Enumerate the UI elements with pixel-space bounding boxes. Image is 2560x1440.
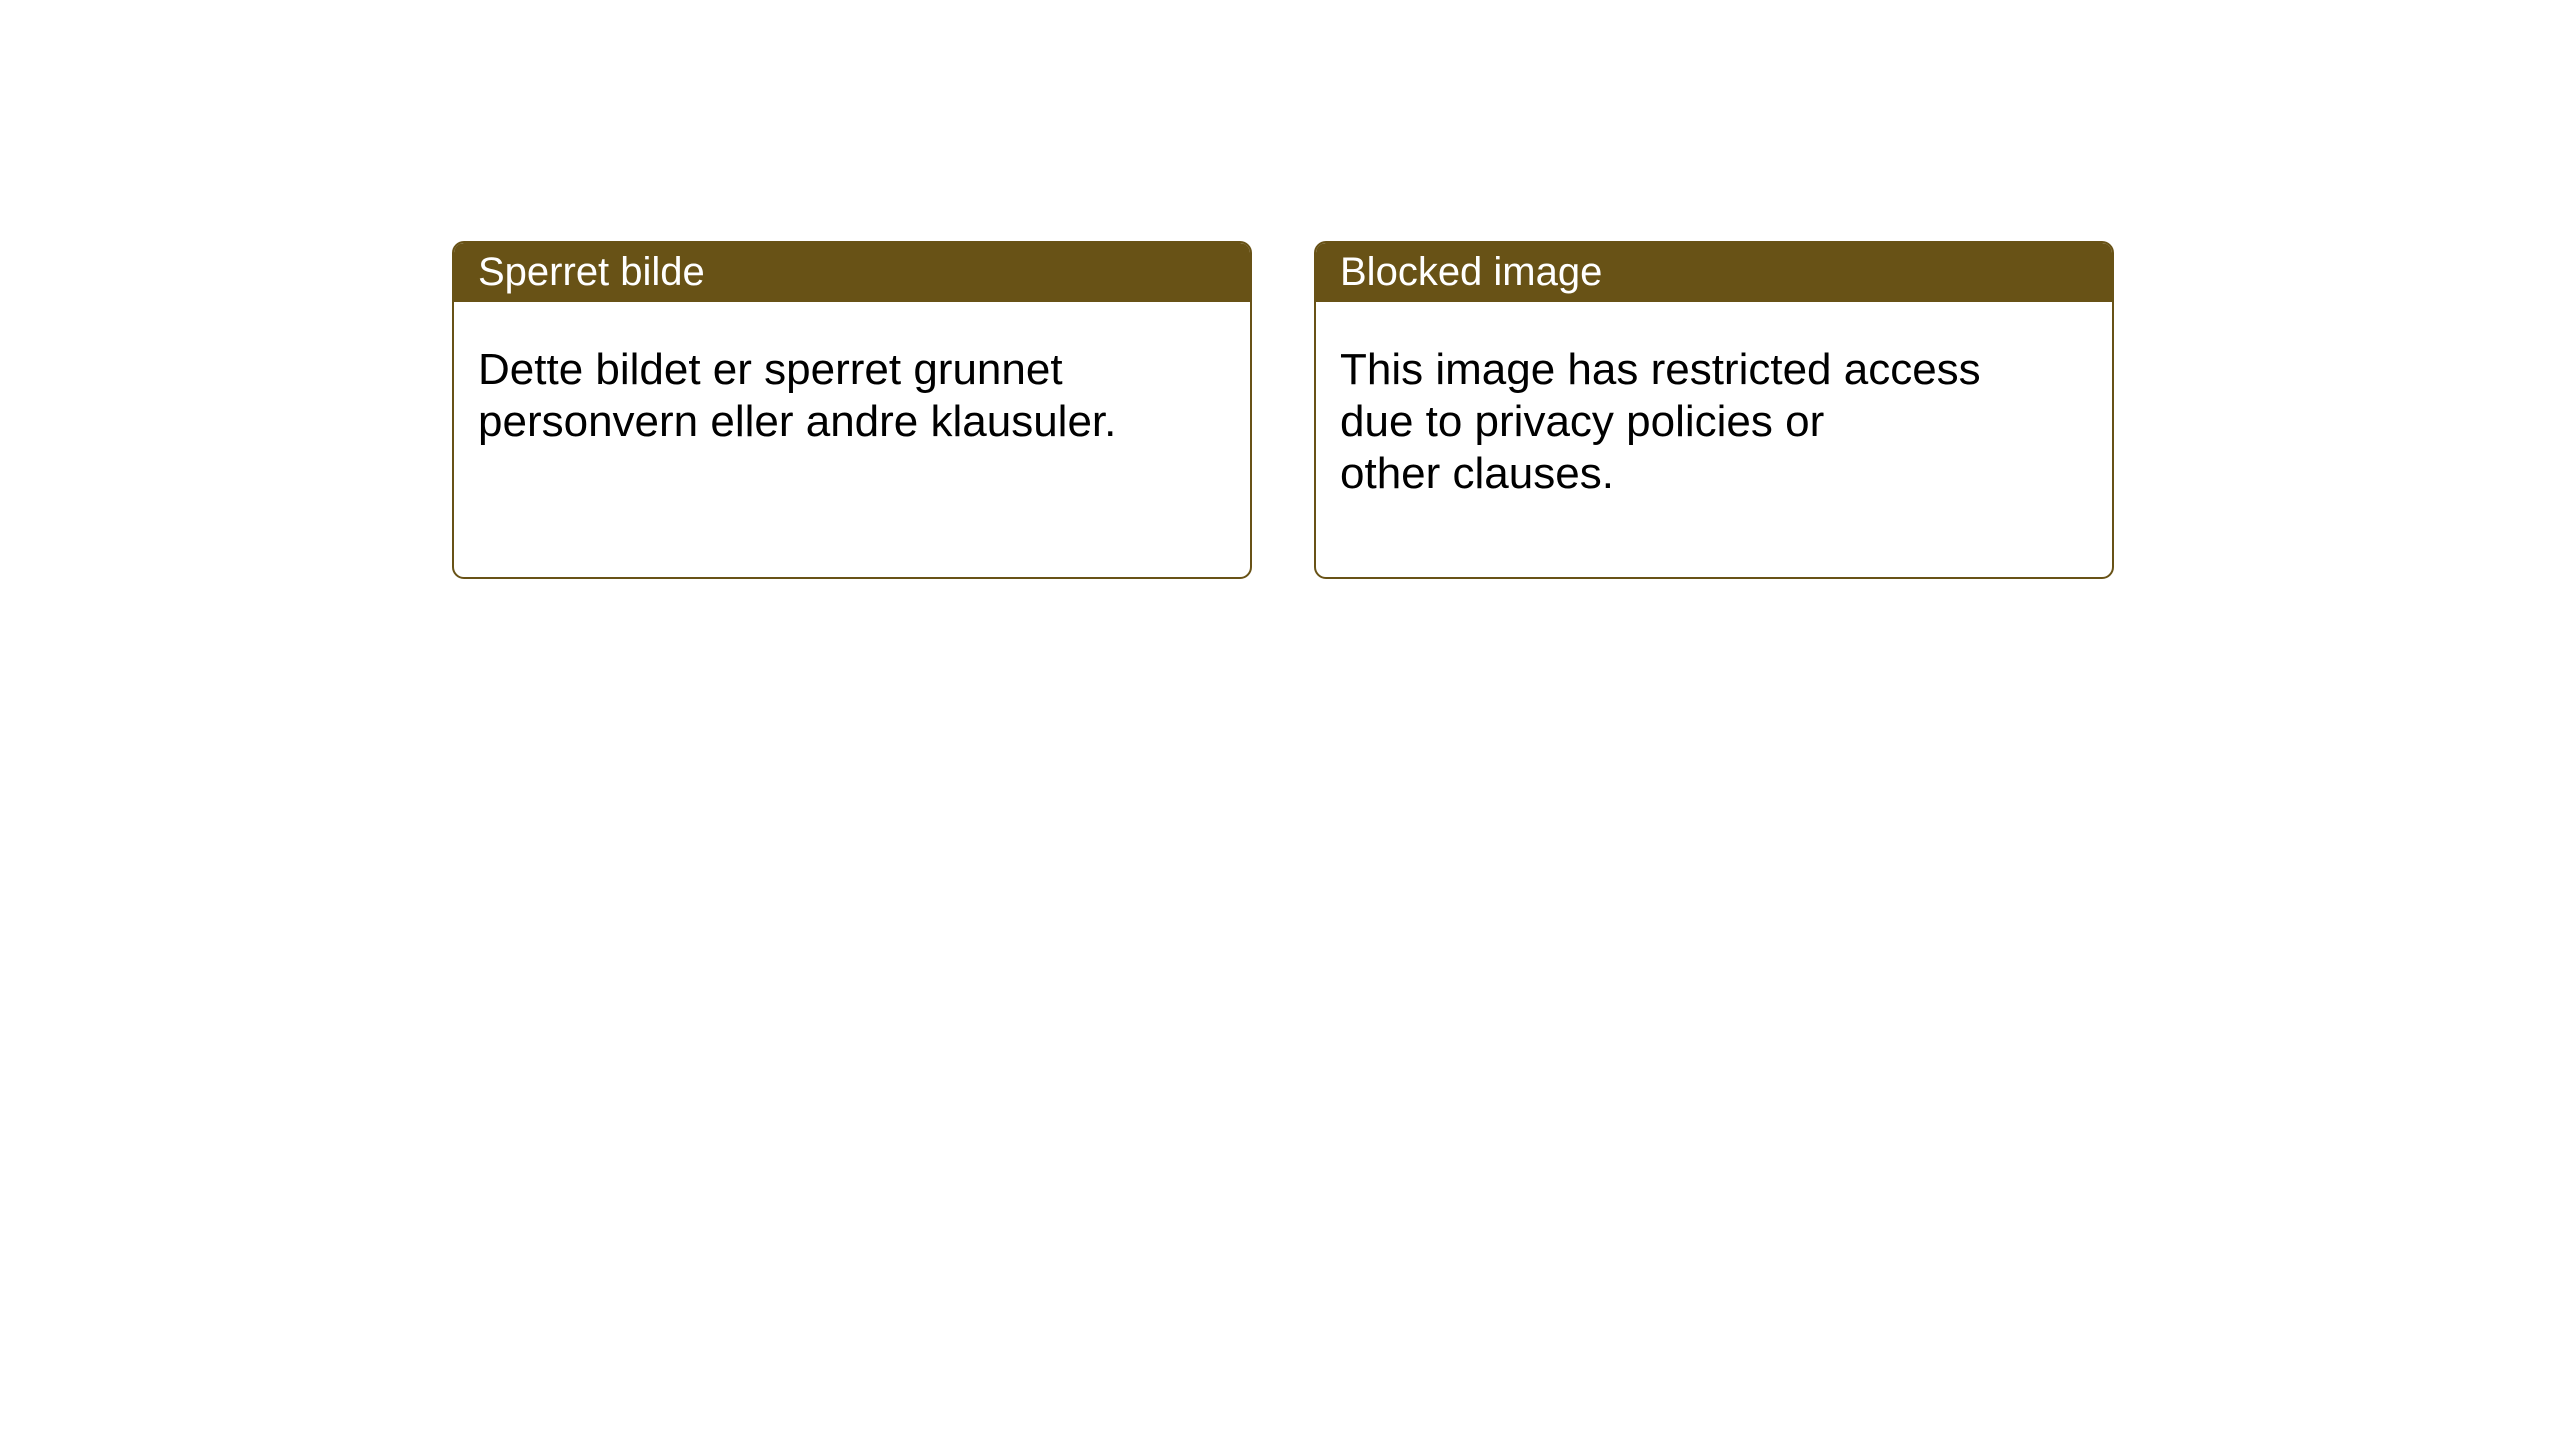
card-title-english: Blocked image [1340, 250, 1603, 294]
blocked-image-card-english [1314, 241, 2114, 579]
card-body [454, 302, 1250, 448]
blocked-image-card-norwegian [452, 241, 1252, 579]
body-text-line: other clauses. [1340, 449, 1614, 498]
body-text-line: This image has restricted access [1340, 345, 1981, 394]
body-text-line: due to privacy policies or [1340, 397, 1825, 446]
card-header [1316, 243, 2112, 302]
card-header [454, 243, 1250, 302]
card-body [1316, 302, 2112, 500]
card-title-norwegian: Sperret bilde [478, 250, 705, 294]
body-text-line: personvern eller andre klausuler. [478, 397, 1117, 446]
body-text-line: Dette bildet er sperret grunnet [478, 345, 1063, 394]
